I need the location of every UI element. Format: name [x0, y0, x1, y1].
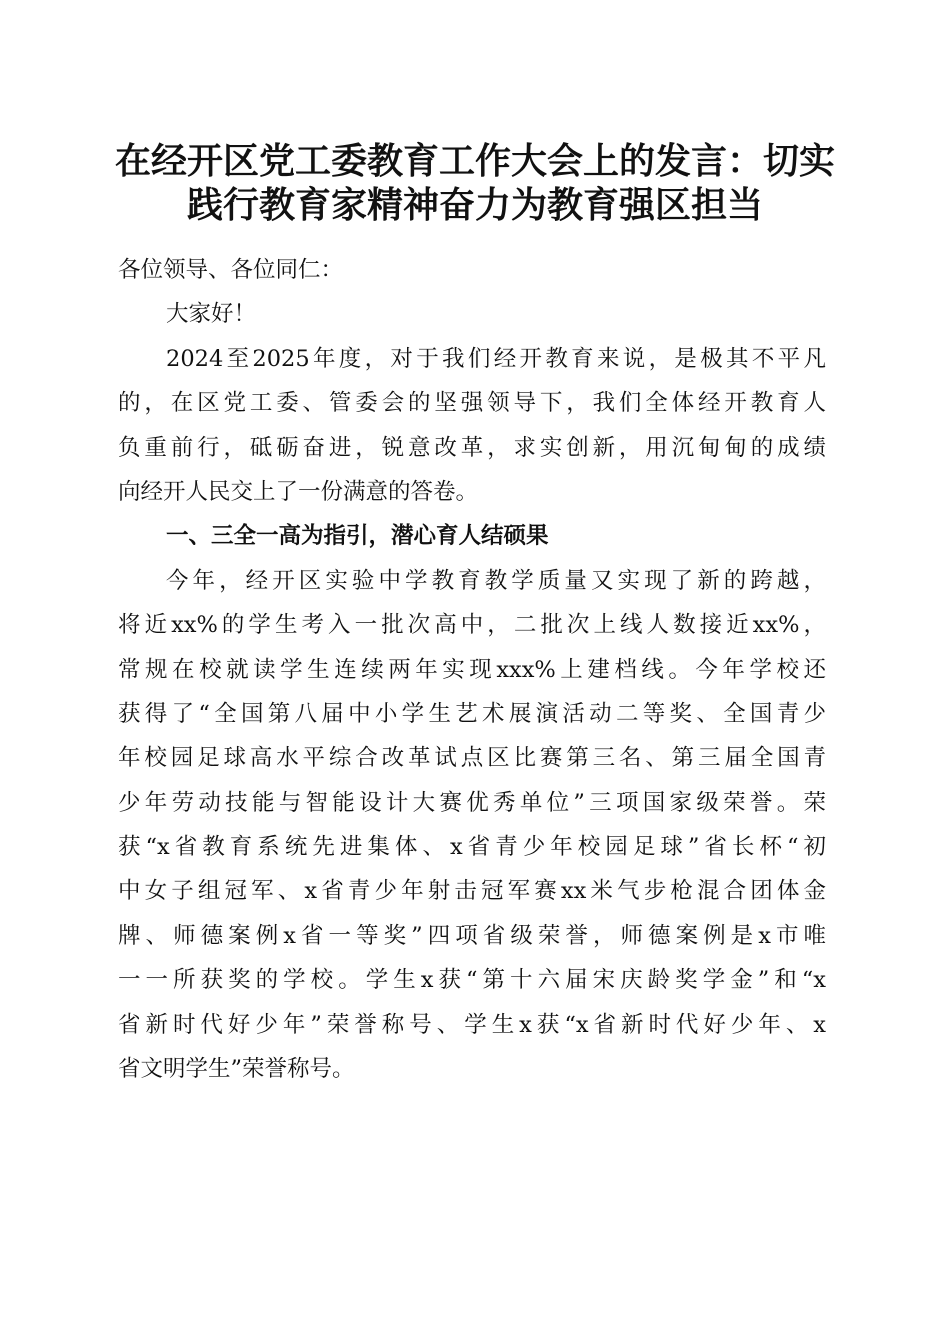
paragraph-1: [118, 337, 826, 515]
paragraph-line: 2024至2025年度，对于我们经开教育来说，是极其不平凡: [166, 345, 826, 372]
salutation: 各位领导、各位同仁：: [118, 257, 344, 283]
document-title: [100, 136, 850, 225]
document-body: [118, 248, 826, 1091]
paragraph-line: 年校园足球高水平综合改革试点区比赛第三名、第三届全国青: [118, 745, 826, 772]
paragraph-2: [118, 559, 826, 1092]
paragraph-line: 中女子组冠军、x省青少年射击冠军赛xx米气步枪混合团体金: [118, 878, 826, 905]
paragraph-line: 负重前行，砥砺奋进，锐意改革，求实创新，用沉甸甸的成绩: [118, 434, 826, 461]
paragraph-line: 今年，经开区实验中学教育教学质量又实现了新的跨越，: [166, 567, 826, 594]
paragraph-line: 省文明学生”荣誉称号。: [118, 1056, 355, 1083]
paragraph-line: 向经开人民交上了一份满意的答卷。: [118, 478, 479, 505]
paragraph-line: 少年劳动技能与智能设计大赛优秀单位”三项国家级荣誉。荣: [118, 789, 826, 816]
paragraph-line: 省新时代好少年”荣誉称号、学生x获“x省新时代好少年、x: [118, 1011, 826, 1038]
paragraph-line: 将近xx%的学生考入一批次高中，二批次上线人数接近xx%，: [118, 612, 826, 639]
greeting: 大家好！: [166, 301, 257, 328]
paragraph-line: 获“x省教育系统先进集体、x省青少年校园足球”省长杯“初: [118, 834, 826, 861]
title-line: 践行教育家精神奋力为教育强区担当: [186, 184, 763, 227]
paragraph-line: 牌、师德案例x省一等奖”四项省级荣誉，师德案例是x市唯: [118, 922, 826, 949]
paragraph-line: 的，在区党工委、管委会的坚强领导下，我们全体经开教育人: [118, 390, 826, 417]
paragraph-line: 一一所获奖的学校。学生x获“第十六届宋庆龄奖学金”和“x: [118, 967, 826, 994]
paragraph-line: 获得了“全国第八届中小学生艺术展演活动二等奖、全国青少: [118, 700, 826, 727]
paragraph-line: 常规在校就读学生连续两年实现xxx%上建档线。今年学校还: [118, 656, 826, 683]
section-heading: 一、三全一高为指引，潜心育人结硕果: [166, 523, 549, 550]
title-line: 在经开区党工委教育工作大会上的发言：切实: [114, 140, 835, 182]
